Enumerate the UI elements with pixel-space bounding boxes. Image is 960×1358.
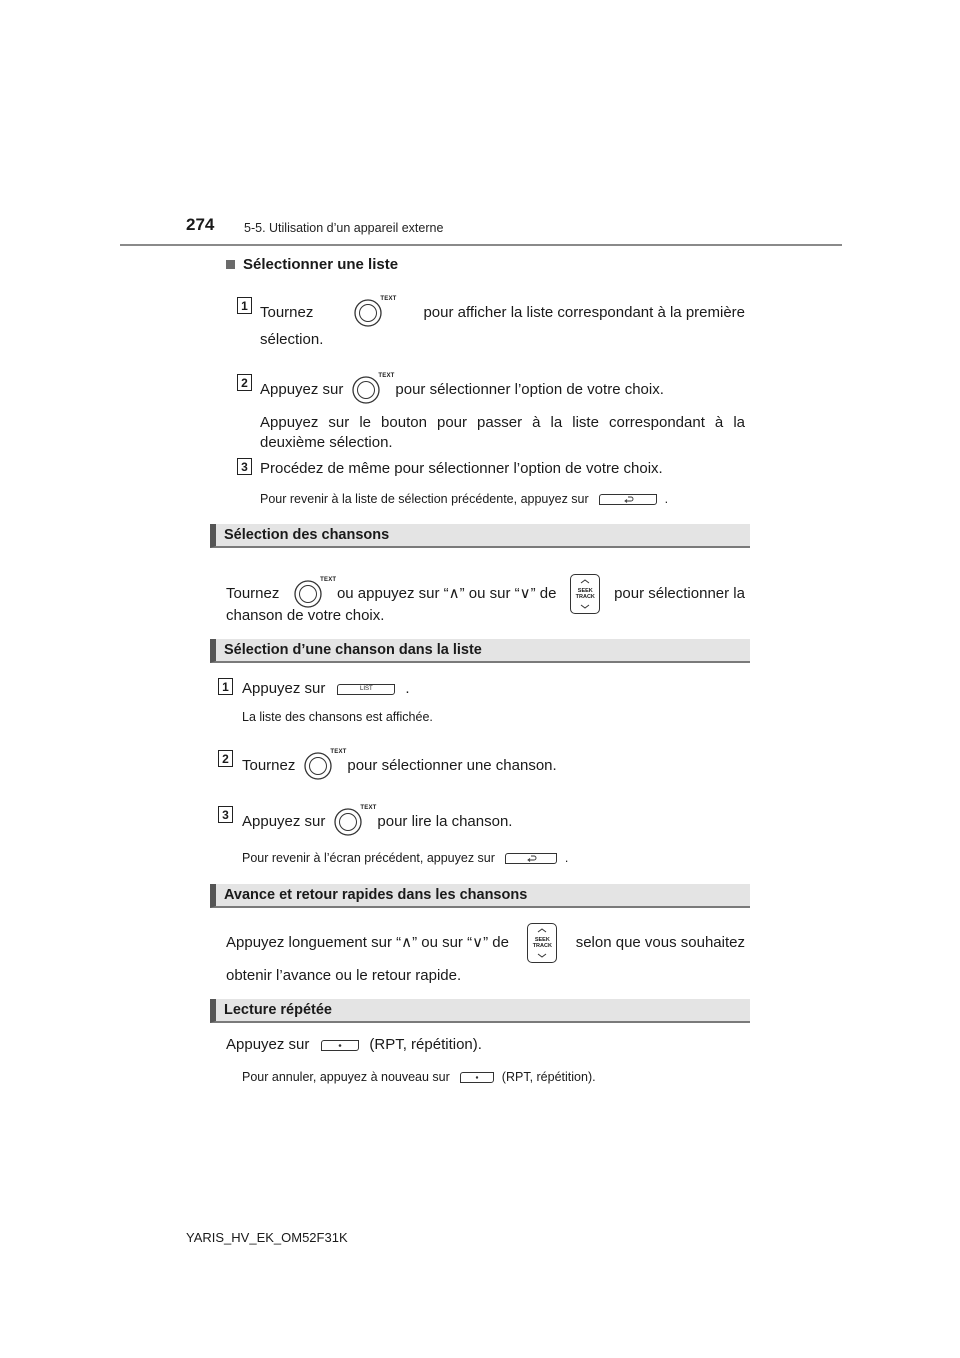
- return-arrow-icon: [600, 495, 656, 504]
- paragraph: Tournez TEXT ou appuyez sur “∧” ou sur “∨” de SEEK TRACK pour sélectionner la: [226, 574, 745, 614]
- step-text: Appuyez sur TEXT pour sélectionner l’option de votre choix.: [260, 375, 664, 405]
- note: La liste des chansons est affichée.: [242, 710, 433, 724]
- note: Pour revenir à la liste de sélection précédente, appuyez sur .: [260, 492, 669, 506]
- tune-knob-icon: TEXT: [353, 298, 383, 328]
- dot-icon: [461, 1073, 493, 1082]
- square-bullet-icon: [226, 260, 235, 269]
- note: Pour annuler, appuyez à nouveau sur (RPT, répétition).: [242, 1070, 596, 1084]
- back-button: [599, 494, 657, 505]
- step-text: Tournez TEXT pour afficher la liste correspondant à la première: [260, 298, 745, 328]
- rpt-button: [460, 1072, 494, 1083]
- step-text: Appuyez sur LIST .: [242, 680, 410, 697]
- subheading-select-list: [226, 256, 398, 273]
- paragraph-cont: chanson de votre choix.: [226, 607, 385, 624]
- step-number: 1: [237, 297, 252, 314]
- chapter-title: 5-5. Utilisation d’un appareil externe: [244, 221, 444, 235]
- tune-knob-icon: TEXT: [333, 807, 363, 837]
- seek-track-button-icon: SEEK TRACK: [570, 574, 600, 614]
- seek-track-button-icon: SEEK TRACK: [527, 923, 557, 963]
- return-arrow-icon: [506, 854, 556, 863]
- step-number: 3: [218, 806, 233, 823]
- section-bar-song-list: Sélection d’une chanson dans la liste: [210, 639, 750, 663]
- step-text: Procédez de même pour sélectionner l’option de votre choix.: [260, 460, 663, 477]
- paragraph-cont: obtenir l’avance ou le retour rapide.: [226, 967, 462, 984]
- step-number: 3: [237, 458, 252, 475]
- section-bar-fast-forward: Avance et retour rapides dans les chansons: [210, 884, 750, 908]
- step-number: 2: [237, 374, 252, 391]
- paragraph: Appuyez sur (RPT, répétition).: [226, 1036, 482, 1053]
- subheading-text: Sélectionner une liste: [243, 256, 399, 273]
- step-number: 1: [218, 678, 233, 695]
- step-text-cont: deuxième sélection.: [260, 434, 393, 451]
- tune-knob-icon: TEXT: [351, 375, 381, 405]
- note: Pour revenir à l’écran précédent, appuyez sur .: [242, 851, 569, 865]
- tune-knob-icon: TEXT: [303, 751, 333, 781]
- footer-code: YARIS_HV_EK_OM52F31K: [186, 1230, 348, 1245]
- section-bar-repeat: Lecture répétée: [210, 999, 750, 1023]
- step-number: 2: [218, 750, 233, 767]
- page-number: 274: [186, 215, 215, 234]
- list-button: LIST: [337, 684, 395, 695]
- step-text: Tournez TEXT pour sélectionner une chanson.: [242, 751, 557, 781]
- step-text: Appuyez sur TEXT pour lire la chanson.: [242, 807, 512, 837]
- back-button: [505, 853, 557, 864]
- dot-icon: [322, 1041, 358, 1050]
- header-divider: [120, 244, 842, 246]
- step-text-cont: Appuyez sur le bouton pour passer à la liste correspondant à la: [260, 414, 745, 431]
- step-text-cont: sélection.: [260, 331, 324, 348]
- tune-knob-icon: TEXT: [293, 579, 323, 609]
- rpt-button: [321, 1040, 359, 1051]
- paragraph: Appuyez longuement sur “∧” ou sur “∨” de SEEK TRACK selon que vous souhaitez: [226, 923, 745, 963]
- section-bar-song-selection: Sélection des chansons: [210, 524, 750, 548]
